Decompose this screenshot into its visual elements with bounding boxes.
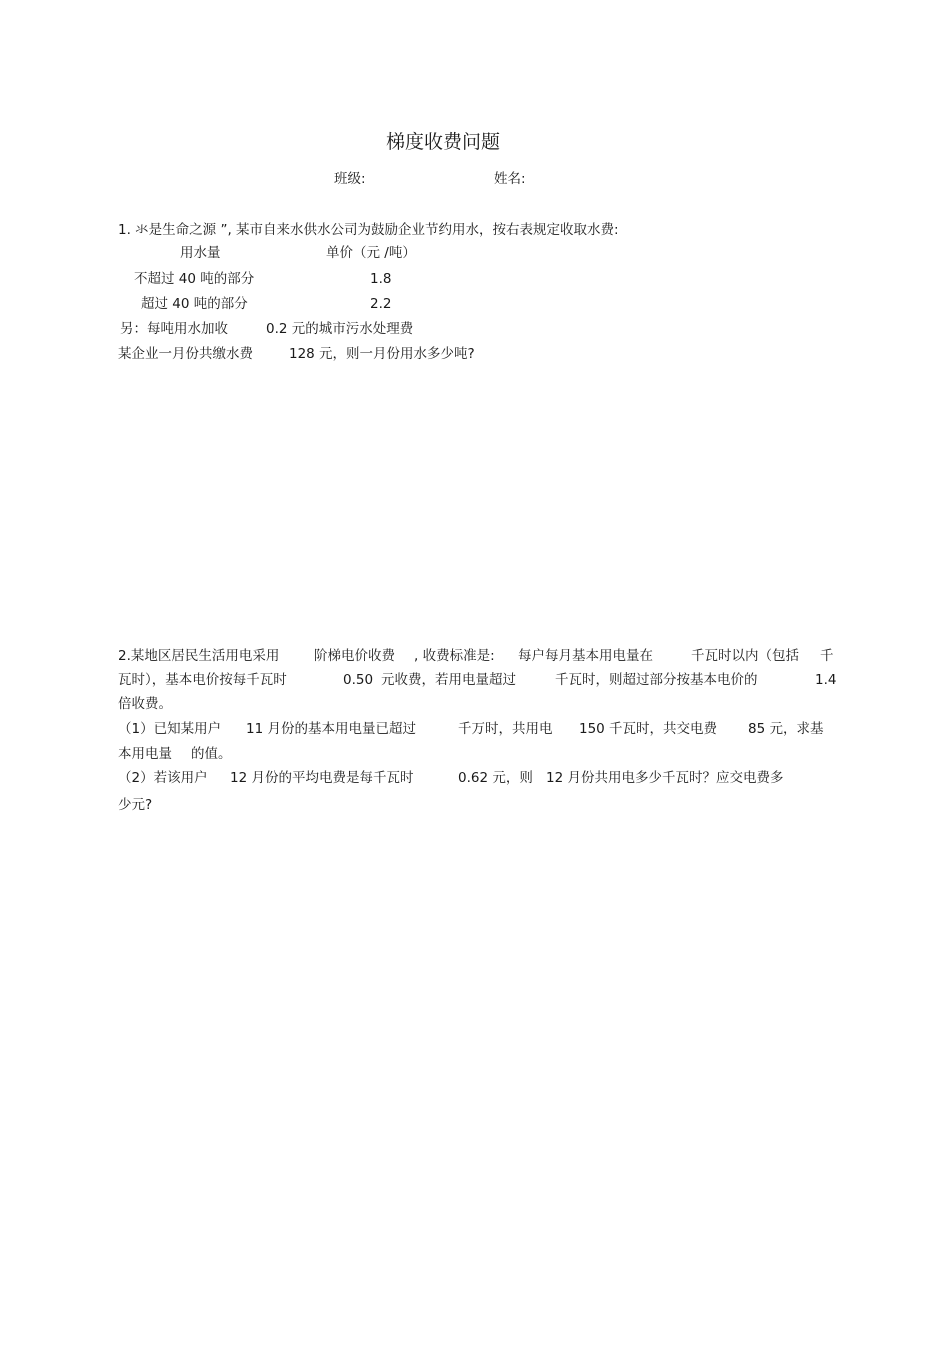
q2-text: 每户每月基本用电量在 <box>518 648 653 664</box>
q2-part2: 0.62 元，则 <box>458 770 533 786</box>
q2-text: 2.某地区居民生活用电采用 <box>118 648 280 664</box>
q2-text: 瓦时），基本电价按每千瓦时 <box>118 672 287 688</box>
q2-text: 千瓦时，则超过部分按基本电价的 <box>555 672 758 688</box>
q2-text: 千 <box>820 648 834 664</box>
q1-note: 另：每吨用水加收 <box>120 321 228 337</box>
q2-part1: 千万时，共用电 <box>458 721 553 737</box>
q2-text: , 收费标准是: <box>414 648 495 664</box>
table-row-price: 1.8 <box>370 271 392 287</box>
class-label: 班级: <box>334 171 366 187</box>
table-row-usage: 不超过 40 吨的部分 <box>134 271 255 287</box>
name-label: 姓名: <box>494 171 526 187</box>
table-header-usage: 用水量 <box>180 245 221 261</box>
table-row-usage: 超过 40 吨的部分 <box>141 296 248 312</box>
q2-text: 1.4 <box>815 672 837 688</box>
q2-part1: 11 月份的基本用电量已超过 <box>246 721 416 737</box>
q2-part1: 85 元，求基 <box>748 721 824 737</box>
q2-text: 阶梯电价收费 <box>314 648 395 664</box>
q2-part1: 150 千瓦时，共交电费 <box>579 721 718 737</box>
q2-part1: （1）已知某用户 <box>118 721 222 737</box>
q2-text: 元收费，若用电量超过 <box>381 672 516 688</box>
q2-text: 千瓦时以内（包括 <box>691 648 799 664</box>
q1-note: 0.2 元的城市污水处理费 <box>266 321 414 337</box>
q1-question: 128 元，则一月份用水多少吨? <box>289 346 475 362</box>
q1-intro: 1. 氺是生命之源 ”, 某市自来水供水公司为鼓励企业节约用水，按右表规定收取水费: <box>118 222 619 238</box>
q2-part2: 12 月份共用电多少千瓦时？应交电费多 <box>546 770 784 786</box>
table-header-price: 单价（元 /吨） <box>326 245 416 261</box>
q2-part2: （2）若该用户 <box>118 770 208 786</box>
table-row-price: 2.2 <box>370 296 392 312</box>
page-title: 梯度收费问题 <box>385 131 500 153</box>
q2-text: 倍收费。 <box>118 696 172 712</box>
q2-part1: 的值。 <box>191 746 232 762</box>
q2-part1: 本用电量 <box>118 746 172 762</box>
q2-part2: 12 月份的平均电费是每千瓦时 <box>230 770 414 786</box>
q1-question: 某企业一月份共缴水费 <box>118 346 253 362</box>
q2-part2: 少元? <box>118 797 153 813</box>
q2-text: 0.50 <box>343 672 374 688</box>
